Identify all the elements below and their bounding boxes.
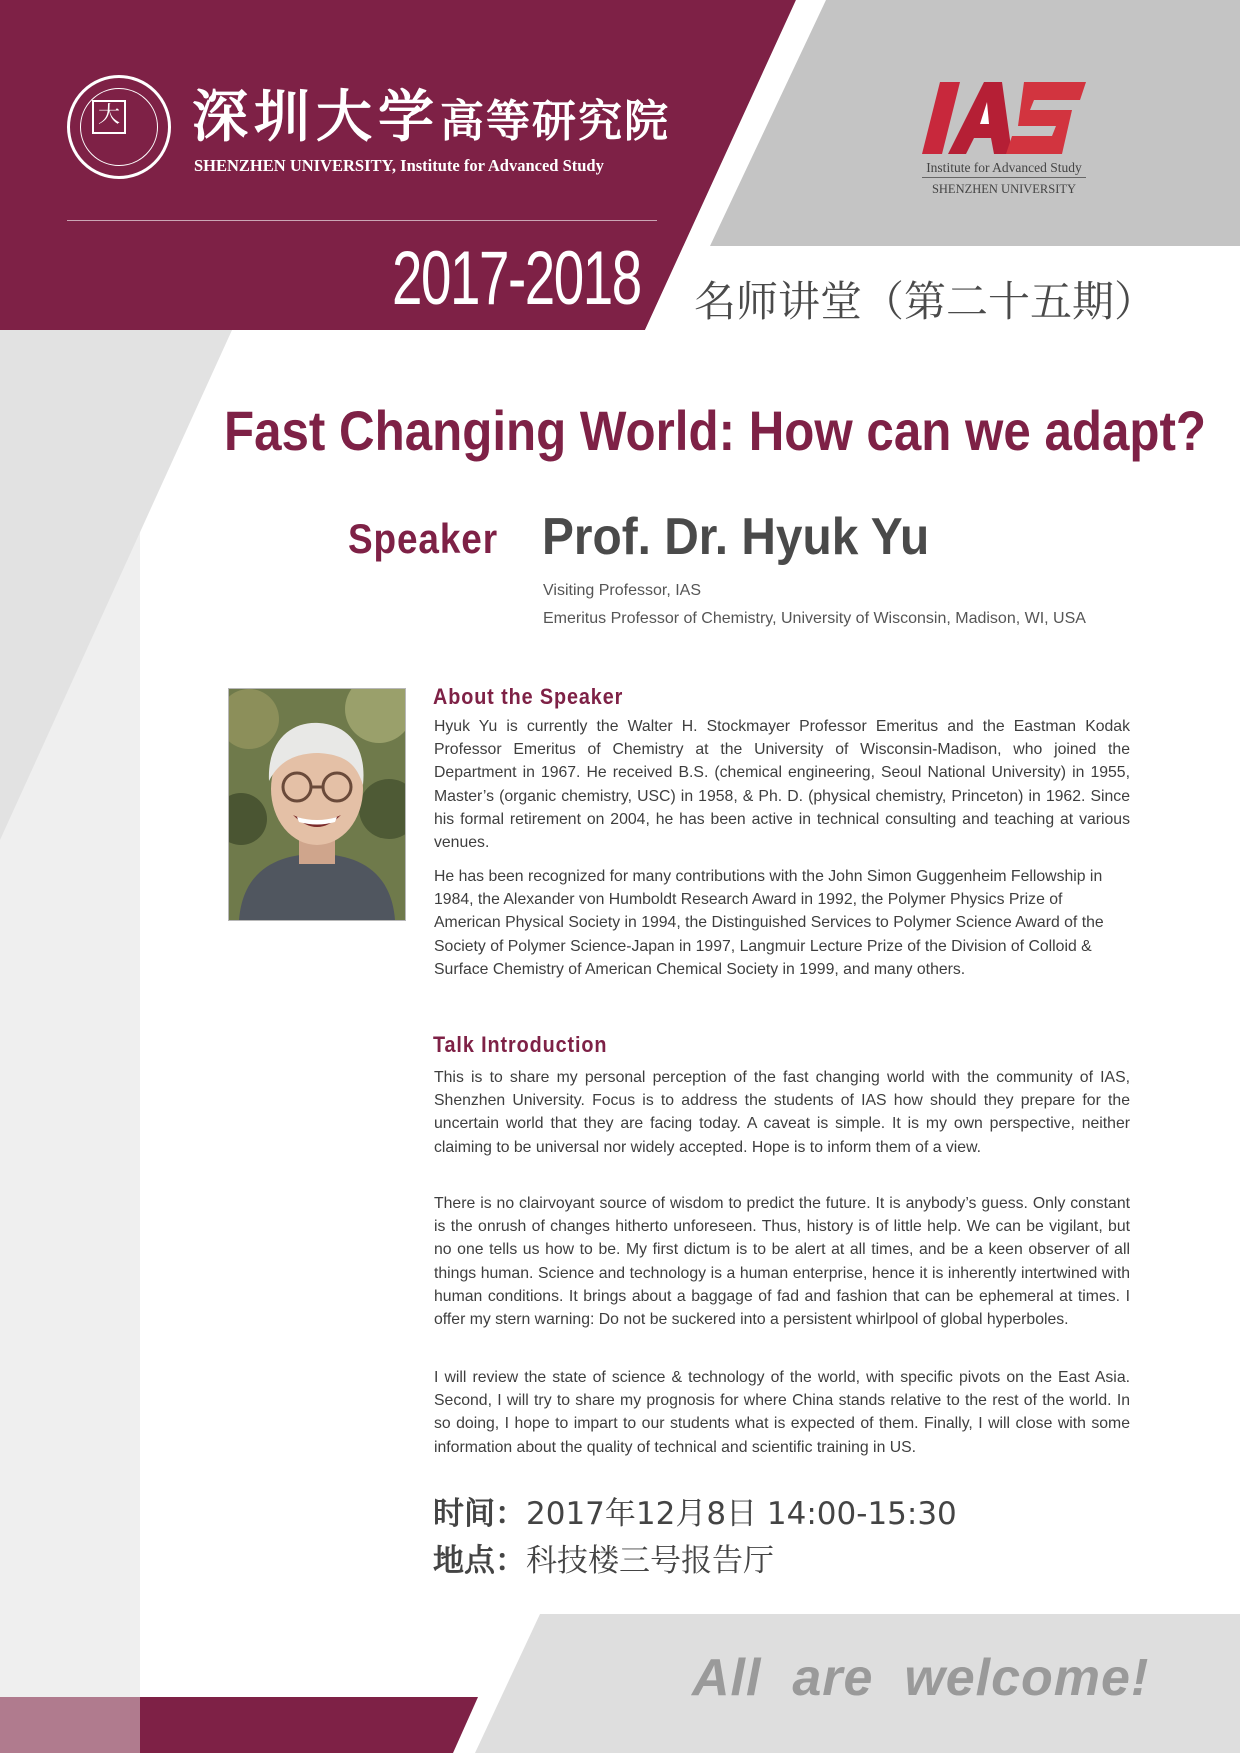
speaker-affiliation: Emeritus Professor of Chemistry, University of Wisconsin, Madison, WI, USA: [543, 610, 1086, 627]
speaker-affiliation: Visiting Professor, IAS: [543, 582, 701, 599]
university-seal-icon: [67, 75, 171, 179]
intro-paragraph: There is no clairvoyant source of wisdom to predict the future. It is anybody’s guess. Only constant is the onrush of changes hitherto unforeseen. Thus, history is of little help. We can be vigilant, but no one tells us how to be. My first dictum is to be alert at all times, and be a keen observer of all things human. Science and technology is a human enterprise, hence it is inherently intertwined with human conditions. It brings about a baggage of fad and fashion that can be ephemeral at times. I offer my stern warning: Do not be suckered into a persistent whirlpool of global hyperboles.: [434, 1195, 1130, 1329]
place-value: 科技楼三号报告厅: [526, 1543, 774, 1579]
lecture-series-title: 名师讲堂（第二十五期）: [694, 277, 1157, 326]
academic-year: 2017-2018: [392, 236, 641, 321]
intro-paragraph: This is to share my personal perception of the fast changing world with the community of IAS, Shenzhen University. Focus is to address the students of IAS how should they prepare for the uncertain world that they are facing today. A caveat is simple. It is my own perspective, neither claiming to be universal nor widely accepted. Hope is to inform them of a view.: [434, 1069, 1130, 1156]
welcome-message: All are welcome!: [692, 1649, 1150, 1707]
about-heading: About the Speaker: [433, 684, 624, 709]
place-label: 地点：: [433, 1543, 526, 1579]
seal-emblem: 大: [92, 100, 126, 134]
about-paragraph: Hyuk Yu is currently the Walter H. Stockmayer Professor Emeritus and the Eastman Kodak Professor Emeritus of Chemistry at the University of Wisconsin-Madison, who joined the Department in 1967. He received B.S. (chemical engineering, Seoul National University) in 1955, Master’s (organic chemistry, USC) in 1958, & Ph. D. (physical chemistry, Princeton) in 1962. Since his formal retirement on 2004, he has been active in technical consulting and teaching at various venues.: [434, 718, 1130, 852]
speaker-photo: [228, 688, 406, 921]
speaker-name: Prof. Dr. Hyuk Yu: [542, 508, 930, 566]
institute-cn: 高等研究院: [440, 96, 670, 147]
event-place: [433, 1535, 774, 1580]
about-paragraph: He has been recognized for many contributions with the John Simon Guggenheim Fellowship in 1984, the Alexander von Humboldt Research Award in 1992, the Polymer Physics Prize of American Physical Society in 1994, the Distinguished Services to Polymer Science Award of the Society of Polymer Science-Japan in 1997, Langmuir Lecture Prize of the Division of Colloid & Surface Chemistry of American Chemical Society in 1999, and many others.: [434, 868, 1104, 978]
intro-heading: Talk Introduction: [433, 1032, 608, 1057]
speaker-label: Speaker: [348, 515, 498, 562]
footer-maroon-band: [140, 1697, 478, 1753]
university-name-en: SHENZHEN UNIVERSITY, Institute for Advanced Study: [194, 156, 604, 175]
ias-logo-icon: [922, 82, 1086, 154]
university-name-cn: [192, 82, 670, 157]
talk-title: Fast Changing World: How can we adapt?: [224, 399, 1206, 462]
event-time: [433, 1488, 957, 1533]
time-value: 2017年12月8日 14:00-15:30: [526, 1496, 957, 1532]
footer-pink-block: [0, 1697, 140, 1753]
ias-logo-line2: SHENZHEN UNIVERSITY: [931, 182, 1077, 196]
university-cn: 深圳大学: [192, 84, 440, 150]
intro-paragraph: I will review the state of science & technology of the world, with specific pivots on the East Asia. Second, I will try to share my prognosis for where China stands relative to the rest of the world. In so doing, I hope to impart to our students what is expected of them. Finally, I will close with some information about the quality of technical and scientific training in US.: [434, 1369, 1130, 1456]
time-label: 时间：: [433, 1496, 526, 1532]
ias-logo-line1: Institute for Advanced Study: [922, 160, 1086, 178]
speaker-portrait-icon: [229, 689, 405, 920]
header-divider-line: [67, 220, 657, 221]
